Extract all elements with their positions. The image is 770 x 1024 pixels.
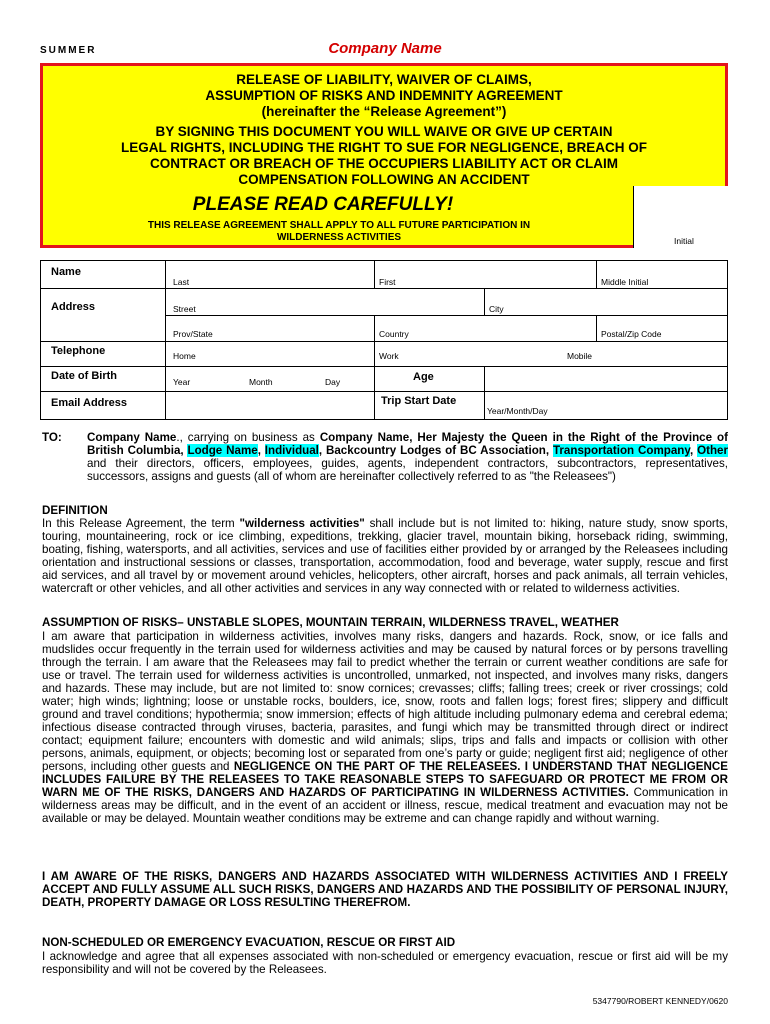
postal-code-field[interactable]: Postal/Zip Code <box>601 329 662 339</box>
mobile-phone-field[interactable]: Mobile <box>567 351 593 361</box>
email-label: Email Address <box>51 397 128 409</box>
home-phone-field[interactable]: Home <box>173 351 196 361</box>
street-field[interactable]: Street <box>173 304 196 314</box>
middle-initial-field[interactable]: Middle Initial <box>601 277 649 287</box>
dob-year-field[interactable]: Year <box>173 377 191 387</box>
dob-day-field[interactable]: Day <box>325 377 341 387</box>
definition-heading: DEFINITION <box>42 504 108 517</box>
risks-paragraph: I am aware that participation in wilderness activities, involves many risks, dangers and hazards. Rock, snow, or ice falls and mudslides occur frequently in the terrain used for wilderness activities and may be caused by natural forces or by persons travelling through the terrain. I am aware that the Releasees may fail to predict whether the terrain or current weather conditions are safe for use or travel. The terrain used for wilderness activities is uncontrolled, unmarked, not inspected, and involves many risks, dangers and hazards. These may include, but are not limited to: snow cornices; crevasses; cliffs; falling trees; creek or river crossings; cold water; high winds; lightning; loose or unstable rocks, boulders, ice, snow, roots and fallen logs; forest fires; slippery and difficult ground and travel conditions; hypothermia; snow immersion; effects of high altitude including pulmonary edema and cerebral edema; infectious disease contracted through viruses, bacteria, parasites, and fungi which may be transmitted through direct or indirect contact; equipment failure; encounters with domestic and wild animals; slips, trips and falls and impacts or collision with other persons, animals, equipment, or objects; becoming lost or separated from one’s party or guide; negligent first aid; negligence of other persons, including other guests and NEGLIGENCE ON THE PART OF THE RELEASEES. I UNDERSTAND THAT NEGLIGENCE INCLUDES FAILURE BY THE RELEASEES TO TAKE REASONABLE STEPS TO SAFEGUARD OR PROTECT ME FROM OR WARN ME OF THE RISKS, DANGERS AND HAZARDS OF PARTICIPATING IN WILDERNESS ACTIVITIES. Communication in wilderness areas may be difficult, and in the event of an accident or illness, rescue, medical treatment and evacuation may not be available or may be delayed. Mountain weather conditions may be extreme and can change rapidly and without warning. <box>42 630 728 825</box>
applies-line-2: WILDERNESS ACTIVITIES <box>276 232 402 243</box>
footer-code: 5347790/ROBERT KENNEDY/0620 <box>592 996 728 1006</box>
work-phone-field[interactable]: Work <box>379 351 399 361</box>
evacuation-paragraph: I acknowledge and agree that all expenses associated with non-scheduled or emergency evacuation, rescue or first aid will be my responsibility and will not be covered by the Releasees. <box>42 950 728 976</box>
warning-line-4: COMPENSATION FOLLOWING AN ACCIDENT <box>238 172 530 187</box>
prov-state-field[interactable]: Prov/State <box>173 329 213 339</box>
dob-month-field[interactable]: Month <box>249 377 273 387</box>
aware-paragraph: I AM AWARE OF THE RISKS, DANGERS AND HAZARDS ASSOCIATED WITH WILDERNESS ACTIVITIES AND I FREELY ACCEPT AND FULLY ASSUME ALL SUCH RISKS, DANGERS AND HAZARDS AND THE POSSIBILITY OF PERSONAL INJURY, DEATH, PROPERTY DAMAGE OR LOSS RESULTING THEREFROM. <box>42 870 728 909</box>
releasees-paragraph: Company Name., carrying on business as Company Name, Her Majesty the Queen in the Right of the Province of British Columbia, Lodge Name, Individual, Backcountry Lodges of BC Association, Transportation Company, Other and their directors, officers, employees, guides, agents, independent contractors, subcontractors, representatives, successors, assigns and guests (all of whom are hereinafter collectively referred to as "the Releasees") <box>87 431 728 483</box>
dob-label: Date of Birth <box>51 370 117 382</box>
to-label: TO: <box>42 431 62 444</box>
participant-form <box>40 260 728 420</box>
title-line-2: ASSUMPTION OF RISKS AND INDEMNITY AGREEMENT <box>205 88 563 103</box>
definition-paragraph: In this Release Agreement, the term "wilderness activities" shall include but is not limited to: hiking, nature study, snow sports, touring, mountaineering, rock or ice climbing, expeditions, trekking, glacier travel, mountain biking, horseback riding, swimming, boating, fishing, watersports, and all activities, services and use of facilities either provided by or arranged by the Releasees including orientation and instructional sessions or classes, transportation, accommodation, food and beverage, water supply, rescue and first aid services, and all travel by or movement around vehicles, helicopters, other aircraft, horses and pack animals, all terrain vehicles, watercraft or other vehicles, and all other activities and services in any way connected with or related to wilderness activities. <box>42 517 728 595</box>
title-line-3: (hereinafter the “Release Agreement”) <box>261 104 507 119</box>
first-name-field[interactable]: First <box>379 277 396 287</box>
country-field[interactable]: Country <box>379 329 409 339</box>
age-label: Age <box>413 371 434 383</box>
initial-label: Initial <box>674 236 694 246</box>
last-name-field[interactable]: Last <box>173 277 190 287</box>
warning-line-2: LEGAL RIGHTS, INCLUDING THE RIGHT TO SUE FOR NEGLIGENCE, BREACH OF <box>120 140 648 155</box>
company-name: Company Name <box>328 40 442 57</box>
title-box <box>40 63 728 248</box>
trip-start-format: Year/Month/Day <box>487 406 548 416</box>
initial-field[interactable] <box>633 186 729 248</box>
season-label: SUMMER <box>40 45 97 56</box>
city-field[interactable]: City <box>489 304 504 314</box>
evacuation-heading: NON-SCHEDULED OR EMERGENCY EVACUATION, RESCUE OR FIRST AID <box>42 936 456 949</box>
warning-line-3: CONTRACT OR BREACH OF THE OCCUPIERS LIABILITY ACT OR CLAIM <box>150 156 618 171</box>
applies-line-1: THIS RELEASE AGREEMENT SHALL APPLY TO ALL FUTURE PARTICIPATION IN <box>147 220 531 231</box>
warning-line-1: BY SIGNING THIS DOCUMENT YOU WILL WAIVE OR GIVE UP CERTAIN <box>155 124 613 139</box>
risks-heading: ASSUMPTION OF RISKS– UNSTABLE SLOPES, MOUNTAIN TERRAIN, WILDERNESS TRAVEL, WEATHER <box>42 616 619 629</box>
trip-start-label: Trip Start Date <box>381 395 457 407</box>
telephone-label: Telephone <box>51 345 106 357</box>
address-label: Address <box>51 301 96 313</box>
title-line-1: RELEASE OF LIABILITY, WAIVER OF CLAIMS, <box>236 72 532 87</box>
name-label: Name <box>51 266 81 278</box>
read-carefully: PLEASE READ CAREFULLY! <box>192 194 454 215</box>
